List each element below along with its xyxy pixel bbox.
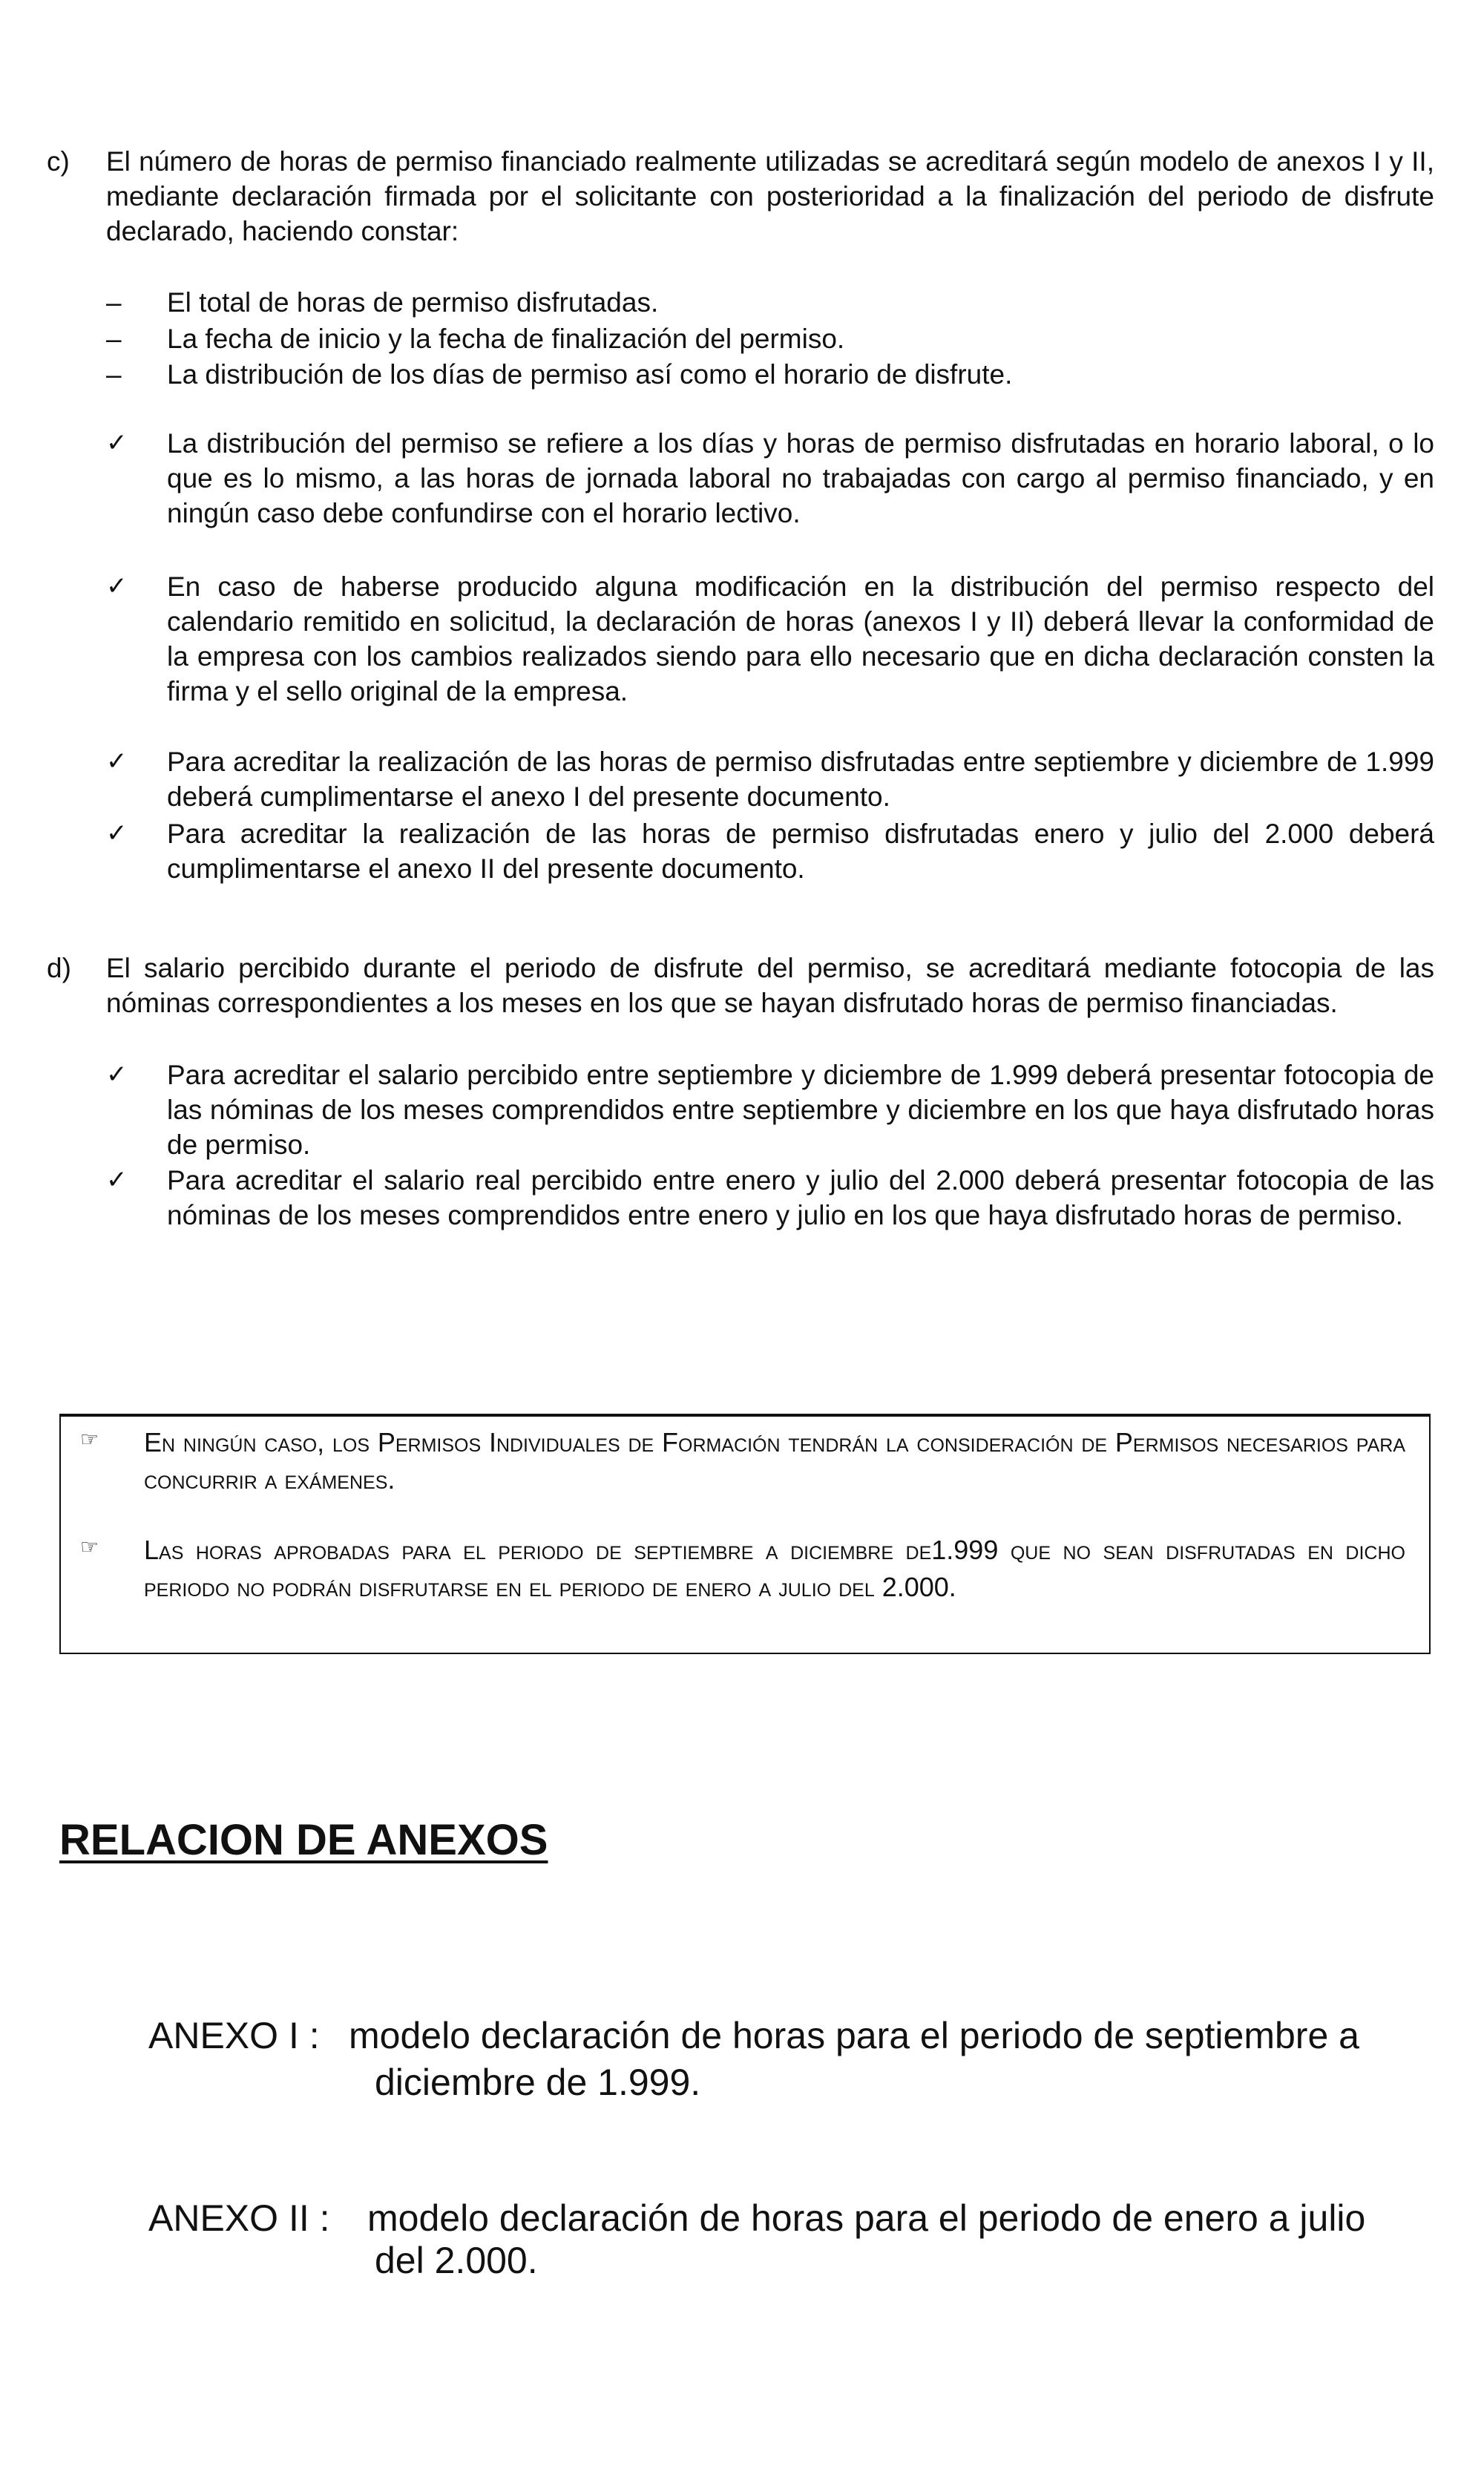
check-icon: ✓ [106, 428, 128, 458]
check-item: Para acreditar el salario percibido entre septiembre y diciembre de 1.999 deberá presentar fotocopia de las nóminas de los meses comprendidos entre septiembre y diciembre en los que haya disfrutado horas de permiso. [167, 1060, 1434, 1160]
check-icon: ✓ [106, 747, 128, 776]
dash-item: El total de horas de permiso disfrutadas. [167, 287, 659, 318]
check-icon: ✓ [106, 819, 128, 848]
annex-label: ANEXO II : [148, 2197, 330, 2239]
check-item: Para acreditar la realización de las horas de permiso disfrutadas enero y julio del 2.000 deberá cumplimentarse el anexo II del presente documento. [167, 819, 1434, 884]
note-text: En ningún caso, los Permisos Individuales de Formación tendrán la consideración de Permisos necesarios para concurrir a exámenes. [144, 1427, 1405, 1495]
check-icon: ✓ [106, 571, 128, 601]
pointing-hand-icon: ☞ [80, 1427, 99, 1452]
check-icon: ✓ [106, 1060, 128, 1089]
pointing-hand-icon: ☞ [80, 1535, 99, 1559]
annex-description-cont: diciembre de 1.999. [375, 2062, 701, 2103]
check-item: En caso de haberse producido alguna modificación en la distribución del permiso respecto del calendario remitido en solicitud, la declaración de horas (anexos I y II) deberá llevar la conformidad de la empresa con los cambios realizados siendo para ello necesario que en dicha declaración consten la firma y el sello original de la empresa. [167, 571, 1434, 706]
section-c-label: c) [47, 146, 70, 177]
dash-icon: – [106, 287, 122, 318]
note-text: Las horas aprobadas para el periodo de septiembre a diciembre de1.999 que no sean disfrutadas en dicho periodo no podrán disfrutarse en el periodo de enero a julio del 2.000. [144, 1535, 1405, 1602]
dash-icon: – [106, 359, 122, 390]
dash-icon: – [106, 324, 122, 354]
section-d-label: d) [47, 953, 71, 983]
annex-description-cont: del 2.000. [375, 2240, 538, 2281]
annex-description: modelo declaración de horas para el periodo de enero a julio [367, 2197, 1366, 2239]
annexes-title: RELACION DE ANEXOS [59, 1816, 548, 1864]
section-c-text: El número de horas de permiso financiado realmente utilizadas se acreditará según modelo de anexos I y II, mediante declaración firmada por el solicitante con posterioridad a la finalización del periodo de disfrute declarado, haciendo constar: [106, 146, 1434, 246]
check-item: Para acreditar el salario real percibido entre enero y julio del 2.000 deberá presentar fotocopia de las nóminas de los meses comprendidos entre enero y julio en los que haya disfrutado horas de permiso. [167, 1165, 1434, 1230]
dash-item: La fecha de inicio y la fecha de finalización del permiso. [167, 324, 845, 354]
section-d-text: El salario percibido durante el periodo de disfrute del permiso, se acreditará mediante fotocopia de las nóminas correspondientes a los meses en los que se hayan disfrutado horas de permiso financiadas. [106, 953, 1434, 1018]
notes-box [59, 1414, 1431, 1654]
check-item: Para acreditar la realización de las horas de permiso disfrutadas entre septiembre y diciembre de 1.999 deberá cumplimentarse el anexo I del presente documento. [167, 747, 1434, 812]
check-item: La distribución del permiso se refiere a los días y horas de permiso disfrutadas en horario laboral, o lo que es lo mismo, a las horas de jornada laboral no trabajadas con cargo al permiso financiado, y en ningún caso debe confundirse con el horario lectivo. [167, 428, 1434, 528]
check-icon: ✓ [106, 1165, 128, 1195]
annex-label: ANEXO I : [148, 2015, 320, 2056]
annex-description: modelo declaración de horas para el periodo de septiembre a [349, 2015, 1359, 2056]
dash-item: La distribución de los días de permiso así como el horario de disfrute. [167, 359, 1013, 390]
